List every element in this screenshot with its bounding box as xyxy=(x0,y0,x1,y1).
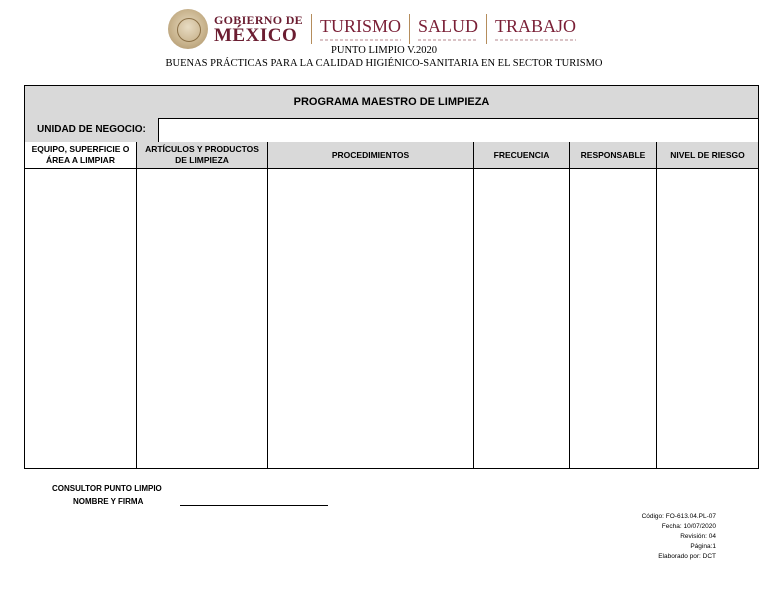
column-equipo xyxy=(25,142,137,468)
form-title: PROGRAMA MAESTRO DE LIMPIEZA xyxy=(25,86,758,119)
meta-pagina: Página:1 xyxy=(690,543,716,550)
subtitle-version: PUNTO LIMPIO V.2020 xyxy=(331,45,437,56)
divider xyxy=(486,14,487,44)
column-header: NIVEL DE RIESGO xyxy=(657,142,758,169)
column-cell[interactable] xyxy=(657,169,758,467)
column-frecuencia xyxy=(474,142,570,468)
column-header: ARTÍCULOS Y PRODUCTOS DE LIMPIEZA xyxy=(137,142,267,169)
gov-line1: GOBIERNO DE xyxy=(214,12,303,27)
column-responsable xyxy=(570,142,657,468)
column-header: RESPONSABLE xyxy=(570,142,656,169)
column-header: EQUIPO, SUPERFICIE O ÁREA A LIMPIAR xyxy=(25,142,136,169)
column-procedimientos xyxy=(268,142,474,468)
unit-row xyxy=(25,118,758,143)
columns xyxy=(25,142,758,468)
column-cell[interactable] xyxy=(25,169,136,467)
seal-icon xyxy=(168,9,208,49)
header-logos xyxy=(168,8,598,50)
column-cell[interactable] xyxy=(137,169,267,467)
brand-trabajo: TRABAJO xyxy=(495,17,576,41)
brand-salud: SALUD xyxy=(418,17,478,41)
meta-revision: Revisión: 04 xyxy=(680,533,716,540)
column-cell[interactable] xyxy=(268,169,473,467)
signature-subtitle: NOMBRE Y FIRMA xyxy=(73,497,144,506)
unit-label: UNIDAD DE NEGOCIO: xyxy=(25,118,159,142)
meta-elaborado: Elaborado por: DCT xyxy=(658,553,716,560)
meta-fecha: Fecha: 10/07/2020 xyxy=(661,523,716,530)
column-header: FRECUENCIA xyxy=(474,142,569,169)
meta-codigo: Código: FO-613.04.PL-07 xyxy=(641,513,716,520)
column-header: PROCEDIMIENTOS xyxy=(268,142,473,169)
divider xyxy=(311,14,312,44)
column-articulos xyxy=(137,142,268,468)
column-cell[interactable] xyxy=(474,169,569,467)
cleaning-program-form xyxy=(24,85,759,469)
document-meta xyxy=(642,512,716,562)
column-cell[interactable] xyxy=(570,169,656,467)
signature-title: CONSULTOR PUNTO LIMPIO xyxy=(52,484,162,493)
signature-line[interactable] xyxy=(180,505,328,506)
divider xyxy=(409,14,410,44)
brand-turismo: TURISMO xyxy=(320,17,401,41)
gobierno-logo xyxy=(214,14,303,45)
column-nivel-riesgo xyxy=(657,142,758,468)
subtitle-practices: BUENAS PRÁCTICAS PARA LA CALIDAD HIGIÉNICO-SANITARIA EN EL SECTOR TURISMO xyxy=(165,58,603,69)
gov-line2: MÉXICO xyxy=(214,24,298,46)
unit-input[interactable] xyxy=(160,118,758,142)
